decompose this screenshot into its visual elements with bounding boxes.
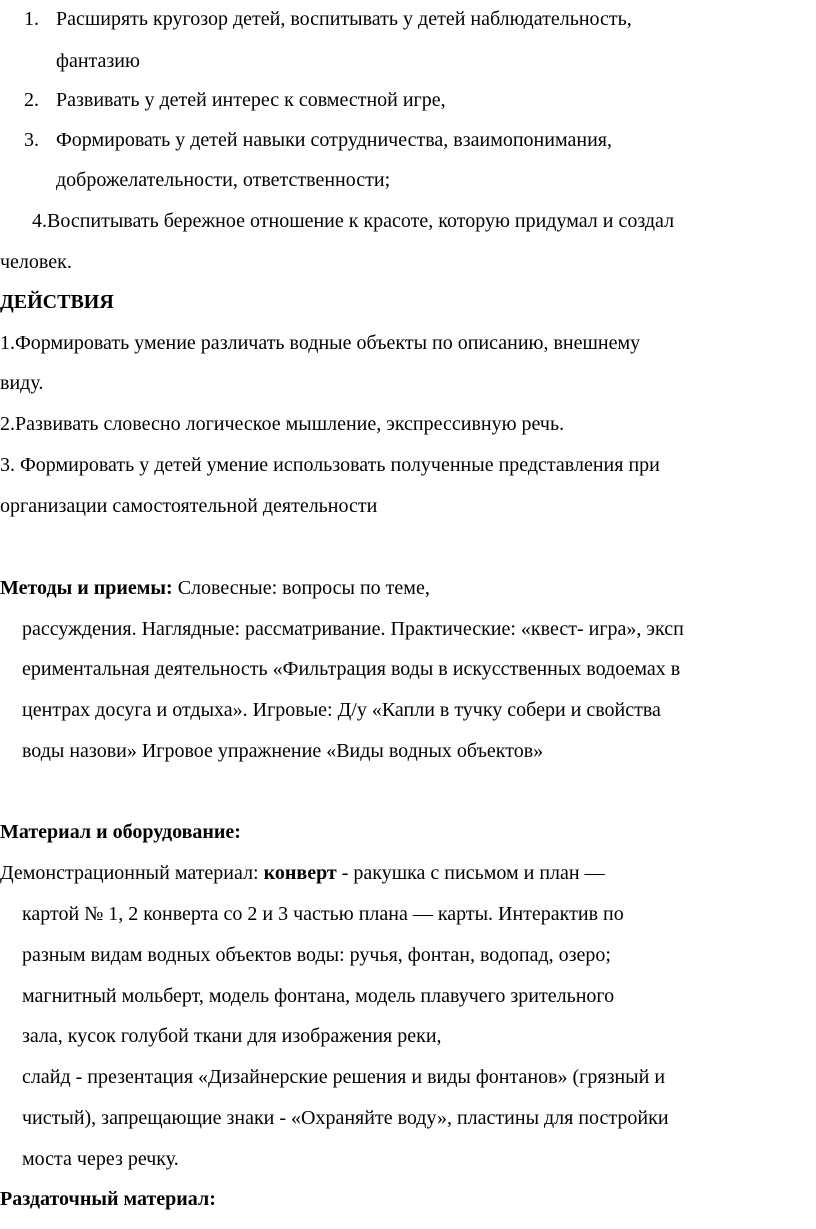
materials-line-5: зала, кусок голубой ткани для изображения реки, <box>22 1025 442 1047</box>
action-3-line-2: организации самостоятельной деятельности <box>0 495 378 517</box>
goal-2-line-1: Развивать у детей интерес к совместной игре, <box>56 89 446 111</box>
materials-line-2: картой № 1, 2 конверта со 2 и 3 частью плана — карты. Интерактив по <box>22 903 624 925</box>
goal-3-line-2: доброжелательности, ответственности; <box>56 169 391 191</box>
demo-bold: конверт <box>263 862 337 884</box>
demo-prefix: Демонстрационный материал: <box>0 862 264 884</box>
action-2: 2.Развивать словесно логическое мышление, экспрессивную речь. <box>0 413 565 435</box>
methods-line-5: воды назови» Игровое упражнение «Виды водных объектов» <box>22 740 544 762</box>
action-3-line-1: 3. Формировать у детей умение использовать полученные представления при <box>0 454 660 476</box>
methods-line-2: рассуждения. Наглядные: рассматривание. Практические: «квест- игра», эксп <box>22 618 684 640</box>
materials-heading: Материал и оборудование: <box>0 821 241 843</box>
materials-line-7: чистый), запрещающие знаки - «Охраняйте воду», пластины для постройки <box>22 1107 669 1129</box>
actions-heading: ДЕЙСТВИЯ <box>0 291 114 313</box>
action-1-line-1: 1.Формировать умение различать водные объекты по описанию, внешнему <box>0 332 641 354</box>
methods-text: Словесные: вопросы по теме, <box>172 577 430 599</box>
goal-1-line-2: фантазию <box>56 50 140 72</box>
demo-rest: - ракушка с письмом и план — <box>336 862 605 884</box>
methods-line-4: центрах досуга и отдыха». Игровые: Д/у «Капли в тучку собери и свойства <box>22 699 661 721</box>
goal-4-line-2: человек. <box>0 251 72 273</box>
materials-line-6: слайд - презентация «Дизайнерские решения и виды фонтанов» (грязный и <box>22 1066 666 1088</box>
methods-label: Методы и приемы: <box>0 577 173 599</box>
goal-3-line-1: Формировать у детей навыки сотрудничества, взаимопонимания, <box>56 129 612 151</box>
goal-4-line-1: 4.Воспитывать бережное отношение к красоте, которую придумал и создал <box>32 210 675 232</box>
list-number-2: 2. <box>24 89 39 111</box>
materials-line-3: разным видам водных объектов воды: ручья, фонтан, водопад, озеро; <box>22 944 611 966</box>
materials-line-4: магнитный мольберт, модель фонтана, модель плавучего зрительного <box>22 985 615 1007</box>
list-number-3: 3. <box>24 129 39 151</box>
handout-heading: Раздаточный материал: <box>0 1188 216 1210</box>
methods-line-3: ериментальная деятельность «Фильтрация воды в искусственных водоемах в <box>22 658 681 680</box>
materials-line-1 <box>0 860 605 886</box>
materials-line-8: моста через речку. <box>22 1148 179 1170</box>
goal-1-line-1: Расширять кругозор детей, воспитывать у детей наблюдательность, <box>56 8 632 30</box>
list-number-1: 1. <box>24 8 39 30</box>
action-1-line-2: виду. <box>0 372 44 394</box>
methods-line-1 <box>0 575 430 601</box>
